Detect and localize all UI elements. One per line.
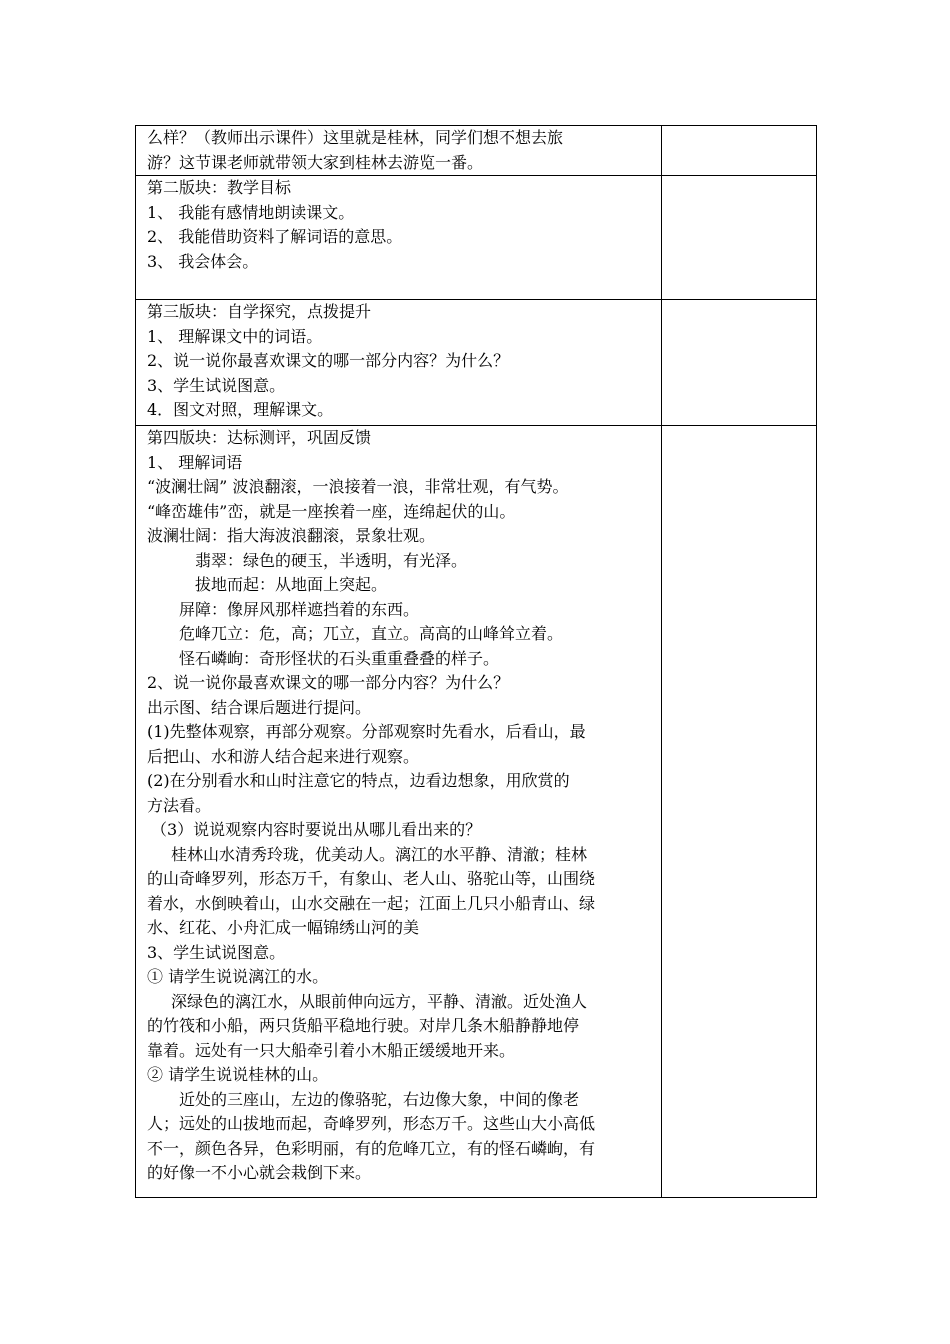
text-line: （3）说说观察内容时要说出从哪儿看出来的？ [151, 820, 482, 839]
text-line: ① 请学生说说漓江的水。 [147, 967, 329, 986]
table-row [136, 426, 817, 1198]
text-line: 3、 我会体会。 [147, 251, 259, 271]
text-line: 水、红花、小舟汇成一幅锦绣山河的美 [147, 918, 420, 937]
text-line: 危峰兀立：危，高；兀立，直立。高高的山峰耸立着。 [179, 624, 564, 643]
text-line: (1)先整体观察，再部分观察。分部观察时先看水，后看山，最 [147, 722, 586, 741]
text-line: 波澜壮阔：指大海波浪翻滚，景象壮观。 [147, 526, 436, 545]
text-line: 2、说一说你最喜欢课文的哪一部分内容？为什么？ [147, 351, 510, 370]
text-line: 不一，颜色各异，色彩明丽，有的危峰兀立，有的怪石嶙峋，有 [147, 1138, 596, 1158]
notes-cell [662, 176, 817, 300]
notes-cell [662, 300, 817, 426]
text-line: 人；远处的山拔地而起，奇峰罗列，形态万千。这些山大小高低 [147, 1114, 596, 1133]
text-line: 3、学生试说图意。 [147, 375, 286, 395]
text-line: 的好像一不小心就会栽倒下来。 [147, 1163, 372, 1182]
text-line: 2、说一说你最喜欢课文的哪一部分内容？为什么？ [147, 673, 510, 692]
notes-cell [662, 426, 817, 1198]
table-row [136, 300, 817, 426]
text-line: 着水，水倒映着山，山水交融在一起；江面上几只小船青山、绿 [147, 893, 596, 913]
text-line: (2)在分别看水和山时注意它的特点，边看边想象，用欣赏的 [147, 771, 570, 790]
content-cell [136, 126, 662, 176]
text-line: 游？这节课老师就带领大家到桂林去游览一番。 [147, 152, 484, 172]
text-line: 拔地而起：从地面上突起。 [195, 575, 388, 594]
table-row [136, 176, 817, 300]
text-line: 怪石嶙峋：奇形怪状的石头重重叠叠的样子。 [179, 648, 500, 668]
text-line: “峰峦雄伟”峦，就是一座挨着一座，连绵起伏的山。 [147, 501, 516, 521]
text-line: 1、 理解课文中的词语。 [147, 326, 323, 346]
text-line: 1、 我能有感情地朗读课文。 [147, 202, 355, 222]
text-line: 屏障：像屏风那样遮挡着的东西。 [179, 599, 420, 619]
text-line: 桂林山水清秀玲珑，优美动人。漓江的水平静、清澈；桂林 [171, 844, 588, 864]
section-heading: 第四版块：达标测评，巩固反馈 [147, 428, 372, 447]
lesson-plan-table [135, 125, 817, 1198]
text-line: 方法看。 [147, 795, 212, 815]
content-cell [136, 426, 662, 1198]
text-line: 的山奇峰罗列，形态万千，有象山、老人山、骆驼山等，山围绕 [147, 869, 596, 888]
text-line: 4．图文对照，理解课文。 [147, 400, 334, 419]
section-heading: 第三版块：自学探究，点拨提升 [147, 302, 372, 321]
text-line: 深绿色的漓江水，从眼前伸向远方，平静、清澈。近处渔人 [171, 991, 588, 1011]
text-line: 后把山、水和游人结合起来进行观察。 [147, 746, 420, 766]
text-line: 的竹筏和小船，两只货船平稳地行驶。对岸几条木船静静地停 [147, 1016, 580, 1035]
notes-cell [662, 126, 817, 176]
text-line: 3、学生试说图意。 [147, 942, 286, 962]
text-line: 出示图、结合课后题进行提问。 [147, 697, 372, 717]
text-line: 近处的三座山，左边的像骆驼，右边像大象，中间的像老 [179, 1089, 580, 1109]
text-line: 翡翠：绿色的硬玉，半透明，有光泽。 [195, 550, 468, 570]
text-line: 么样？（教师出示课件）这里就是桂林，同学们想不想去旅 [147, 128, 564, 147]
text-line: 靠着。远处有一只大船牵引着小木船正缓缓地开来。 [147, 1040, 516, 1060]
text-line: ② 请学生说说桂林的山。 [147, 1065, 329, 1084]
content-cell [136, 300, 662, 426]
text-line: “波澜壮阔” 波浪翻滚，一浪接着一浪，非常壮观，有气势。 [147, 477, 569, 496]
content-cell [136, 176, 662, 300]
table-row [136, 126, 817, 176]
text-line: 2、 我能借助资料了解词语的意思。 [147, 227, 403, 246]
text-line: 1、 理解词语 [147, 452, 243, 472]
section-heading: 第二版块：教学目标 [147, 178, 292, 197]
